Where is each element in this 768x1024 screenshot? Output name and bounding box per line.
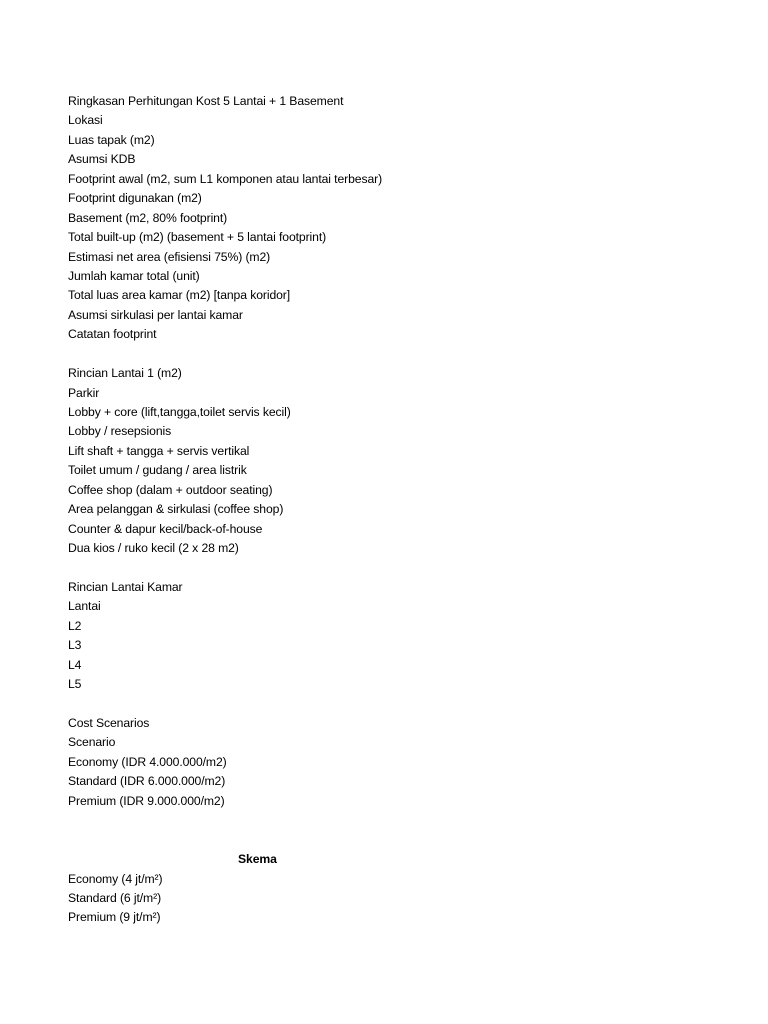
- summary-row: Lokasi: [68, 113, 103, 128]
- cost-row: Economy (IDR 4.000.000/m2): [68, 754, 227, 769]
- summary-title: Ringkasan Perhitungan Kost 5 Lantai + 1 Basement: [68, 94, 344, 108]
- cost-row: Scenario: [68, 735, 116, 750]
- summary-row: Footprint awal (m2, sum L1 komponen atau lantai terbesar): [68, 171, 383, 186]
- floor1-row: Lobby / resepsionis: [68, 424, 172, 439]
- floor1-row: Area pelanggan & sirkulasi (coffee shop): [68, 502, 284, 517]
- floor1-row: Parkir: [68, 385, 100, 400]
- skema-row: Standard (6 jt/m²): [68, 890, 162, 905]
- cost-title: Cost Scenarios: [68, 716, 150, 730]
- room-floors-row: L4: [68, 657, 82, 672]
- summary-row: Asumsi sirkulasi per lantai kamar: [68, 307, 243, 322]
- floor1-row: Coffee shop (dalam + outdoor seating): [68, 482, 273, 497]
- document-content: [68, 92, 708, 928]
- room-floors-row: L5: [68, 677, 82, 692]
- summary-row: Luas tapak (m2): [68, 132, 155, 147]
- blank-line: [68, 831, 708, 850]
- floor1-row: Dua kios / ruko kecil (2 x 28 m2): [68, 541, 239, 556]
- summary-row: Asumsi KDB: [68, 152, 136, 167]
- room-floors-title: Rincian Lantai Kamar: [68, 579, 183, 594]
- skema-row: Premium (9 jt/m²): [68, 910, 161, 925]
- room-floors-row: Lantai: [68, 599, 101, 614]
- blank-line: [68, 559, 708, 578]
- summary-row: Total built-up (m2) (basement + 5 lantai footprint): [68, 230, 327, 245]
- floor1-row: Counter & dapur kecil/back-of-house: [68, 521, 263, 536]
- cost-row: Premium (IDR 9.000.000/m2): [68, 793, 225, 808]
- summary-row: Footprint digunakan (m2): [68, 191, 202, 206]
- floor1-title: Rincian Lantai 1 (m2): [68, 366, 182, 381]
- summary-row: Total luas area kamar (m2) [tanpa koridor]: [68, 288, 291, 303]
- blank-line: [68, 695, 708, 714]
- summary-row: Estimasi net area (efisiensi 75%) (m2): [68, 249, 271, 264]
- floor1-row: Lobby + core (lift,tangga,toilet servis kecil): [68, 405, 291, 419]
- summary-row: Catatan footprint: [68, 327, 157, 342]
- blank-line: [68, 345, 708, 364]
- skema-title: Skema: [238, 852, 277, 867]
- room-floors-row: L2: [68, 618, 82, 633]
- blank-line: [68, 811, 708, 830]
- summary-row: Jumlah kamar total (unit): [68, 268, 200, 283]
- skema-row: Economy (4 jt/m²): [68, 871, 163, 886]
- cost-row: Standard (IDR 6.000.000/m2): [68, 774, 226, 789]
- summary-row: Basement (m2, 80% footprint): [68, 210, 228, 225]
- room-floors-row: L3: [68, 638, 82, 653]
- floor1-row: Lift shaft + tangga + servis vertikal: [68, 443, 250, 458]
- floor1-row: Toilet umum / gudang / area listrik: [68, 463, 247, 478]
